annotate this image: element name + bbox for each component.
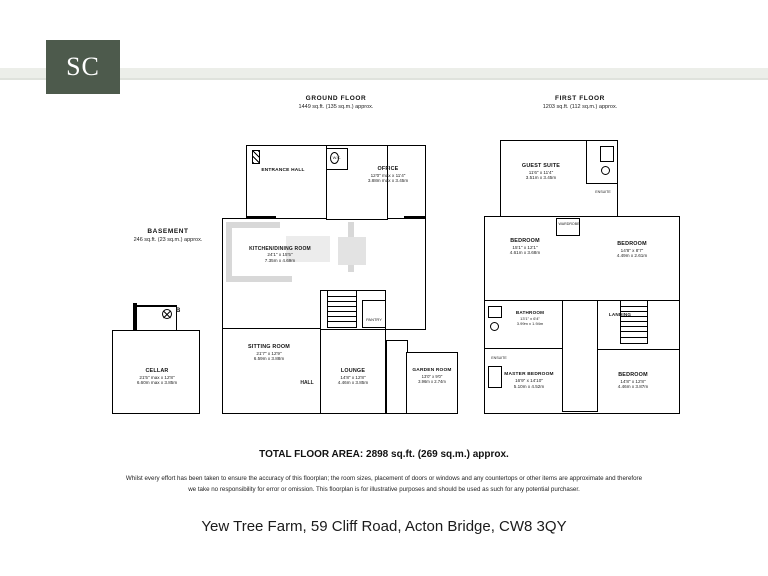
room-master-bedroom: MASTER BEDROOM 16'9" x 14'10" 5.10m x 4.52m: [504, 372, 554, 389]
room-landing: LANDING: [608, 312, 632, 317]
room-bathroom: BATHROOM 13'1" x 6'4" 3.99m x 1.94m: [515, 310, 545, 326]
ground-floor-subtitle: 1449 sq.ft. (135 sq.m.) approx.: [298, 104, 374, 110]
disclaimer-text: Whilst every effort has been taken to ensure the accuracy of this floorplan; the room sizes, placement of doors or windows and any countertops or other items are approximate and therefore we take no responsibility for error or omission. This floorplan is for illustrative purposes and should be used as such for any potential purchaser.: [125, 475, 643, 493]
room-kitchen-dining: KITCHEN/DINING ROOM 24'1" x 15'5" 7.35m x 4.69m: [249, 246, 311, 263]
basement-b-marker: B: [176, 308, 181, 314]
room-sitting: SITTING ROOM 21'7" x 12'9" 6.59m x 3.88m: [248, 344, 290, 362]
ground-floor-title: GROUND FLOOR: [305, 95, 367, 102]
room-office: OFFICE 12'0" max x 11'4" 3.88m max x 3.45m: [367, 166, 409, 184]
ground-staircase: [327, 290, 357, 328]
basement-title: BASEMENT: [147, 228, 189, 235]
room-lounge: LOUNGE 14'8" x 12'8" 4.46m x 3.85m: [337, 368, 369, 386]
first-floor-subtitle: 1203 sq.ft. (112 sq.m.) approx.: [542, 104, 618, 110]
brand-logo: [46, 40, 120, 94]
basement-subtitle: 246 sq.ft. (23 sq.m.) approx.: [133, 237, 203, 243]
first-floor-title: FIRST FLOOR: [555, 95, 605, 102]
total-floor-area: TOTAL FLOOR AREA: 2898 sq.ft. (269 sq.m.) approx.: [259, 449, 509, 460]
room-guest-suite: GUEST SUITE 11'6" x 11'4" 3.51m x 3.45m: [521, 163, 561, 181]
property-address: Yew Tree Farm, 59 Cliff Road, Acton Bridge, CW8 3QY: [201, 518, 567, 535]
label-wc: W.C.: [332, 155, 342, 160]
room-entrance-hall: ENTRANCE HALL: [261, 168, 305, 173]
label-pantry: PANTRY: [366, 317, 382, 322]
room-bedroom-3: BEDROOM 14'8" x 12'8" 4.46m x 3.87m: [617, 372, 649, 390]
room-cellar: CELLAR 21'5" max x 12'8" 6.60m max x 3.85m: [136, 368, 178, 386]
room-bedroom-2: BEDROOM 14'8" x 8'7" 4.49m x 2.61m: [616, 241, 648, 259]
label-ensuite-2: ENSUITE: [491, 356, 507, 360]
room-garden: GARDEN ROOM 13'0" x 9'0" 3.96m x 2.74m: [412, 368, 452, 385]
label-hall: HALL: [300, 380, 314, 386]
brand-logo-text: SC: [66, 52, 100, 81]
label-wardrobe: WARDROBE: [558, 222, 580, 226]
label-ensuite-1: ENSUITE: [595, 190, 611, 194]
first-staircase: [620, 300, 648, 344]
room-bedroom-1: BEDROOM 15'1" x 12'1" 4.61m x 3.68m: [509, 238, 541, 256]
